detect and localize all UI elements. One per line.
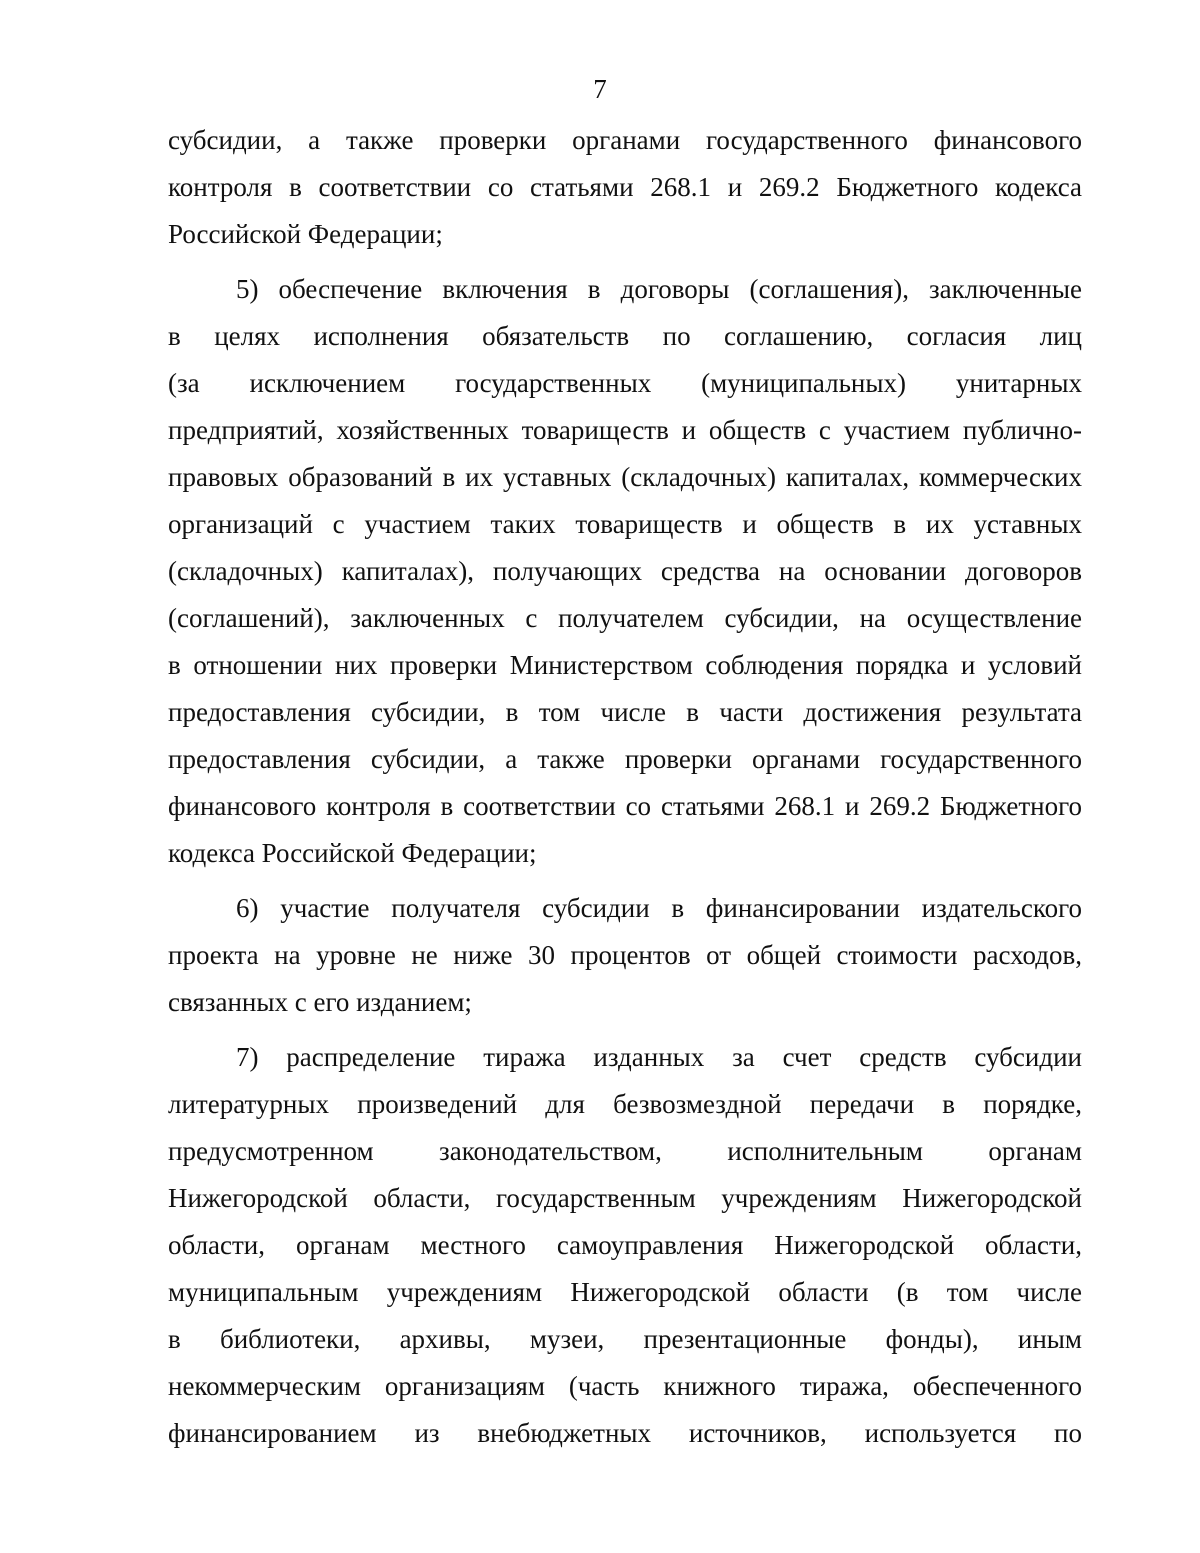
paragraph-item-7	[168, 1034, 1082, 1457]
text-line: Нижегородской области, государственным учреждениям Нижегородской	[168, 1183, 1082, 1213]
paragraph-continuation	[168, 117, 1082, 258]
text-line: правовых образований в их уставных (складочных) капиталах, коммерческих	[168, 462, 1082, 492]
text-line: контроля в соответствии со статьями 268.1 и 269.2 Бюджетного кодекса	[168, 172, 1082, 202]
text-line: (соглашений), заключенных с получателем субсидии, на осуществление	[168, 603, 1082, 633]
text-line: предусмотренном законодательством, исполнительным органам	[168, 1136, 1082, 1166]
text-line: предприятий, хозяйственных товариществ и обществ с участием публично-	[168, 415, 1082, 445]
text-line: предоставления субсидии, а также проверки органами государственного	[168, 744, 1082, 774]
text-line: 5) обеспечение включения в договоры (соглашения), заключенные	[236, 274, 1082, 304]
paragraph-item-5	[168, 266, 1082, 877]
text-line: предоставления субсидии, в том числе в части достижения результата	[168, 697, 1082, 727]
text-line: (складочных) капиталах), получающих средства на основании договоров	[168, 556, 1082, 586]
text-line: кодекса Российской Федерации;	[168, 838, 537, 868]
text-line: области, органам местного самоуправления Нижегородской области,	[168, 1230, 1082, 1260]
text-line: 7) распределение тиража изданных за счет средств субсидии	[236, 1042, 1082, 1072]
paragraph-item-6	[168, 885, 1082, 1026]
text-line: в отношении них проверки Министерством соблюдения порядка и условий	[168, 650, 1082, 680]
text-line: проекта на уровне не ниже 30 процентов от общей стоимости расходов,	[168, 940, 1082, 970]
page-number: 7	[593, 74, 607, 104]
text-line: организаций с участием таких товариществ и обществ в их уставных	[168, 509, 1082, 539]
text-line: (за исключением государственных (муниципальных) унитарных	[168, 368, 1082, 398]
text-line: в целях исполнения обязательств по соглашению, согласия лиц	[168, 321, 1082, 351]
text-line: муниципальным учреждениям Нижегородской области (в том числе	[168, 1277, 1082, 1307]
text-line: субсидии, а также проверки органами государственного финансового	[168, 125, 1082, 155]
document-body	[168, 117, 1082, 1457]
text-line: литературных произведений для безвозмездной передачи в порядке,	[168, 1089, 1082, 1119]
text-line: 6) участие получателя субсидии в финансировании издательского	[236, 893, 1082, 923]
text-line: некоммерческим организациям (часть книжного тиража, обеспеченного	[168, 1371, 1082, 1401]
text-line: в библиотеки, архивы, музеи, презентационные фонды), иным	[168, 1324, 1082, 1354]
text-line: связанных с его изданием;	[168, 987, 472, 1017]
text-line: финансированием из внебюджетных источников, используется по	[168, 1418, 1082, 1448]
text-line: финансового контроля в соответствии со статьями 268.1 и 269.2 Бюджетного	[168, 791, 1082, 821]
text-line: Российской Федерации;	[168, 219, 443, 249]
